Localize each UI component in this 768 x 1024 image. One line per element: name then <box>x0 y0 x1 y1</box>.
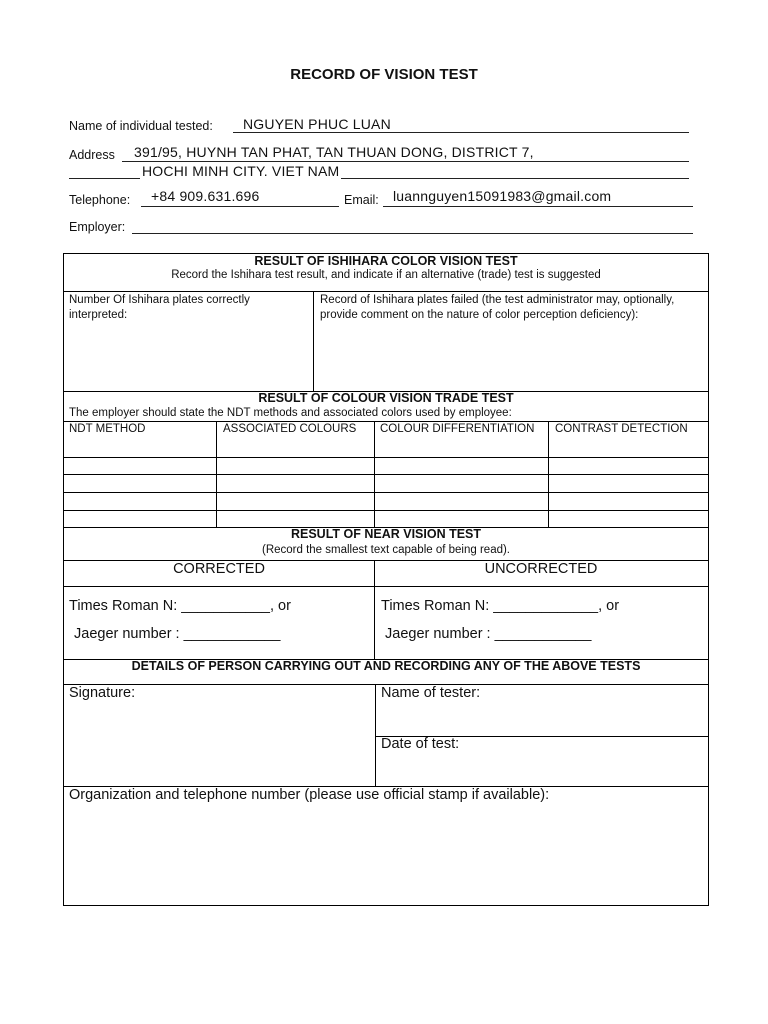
divider <box>63 586 708 587</box>
ishihara-subtitle: Record the Ishihara test result, and indicate if an alternative (trade) test is suggested <box>171 269 601 281</box>
employer-field[interactable] <box>132 233 693 234</box>
organization-label: Organization and telephone number (please use official stamp if available): <box>69 787 550 803</box>
organization-field[interactable] <box>70 808 702 900</box>
address-line1-field[interactable]: 391/95, HUYNH TAN PHAT, TAN THUAN DONG, DISTRICT 7, <box>134 144 534 160</box>
tester-name-label: Name of tester: <box>381 685 481 701</box>
col-header-associated-colours: ASSOCIATED COLOURS <box>223 423 357 435</box>
address-label: Address <box>69 148 115 162</box>
date-label: Date of test: <box>381 736 460 752</box>
trade-title: RESULT OF COLOUR VISION TRADE TEST <box>258 391 514 405</box>
uncorrected-times-roman-field[interactable]: Times Roman N: _____________, or <box>381 598 620 614</box>
trade-subtitle: The employer should state the NDT methods and associated colors used by employee: <box>69 407 512 419</box>
name-label: Name of individual tested: <box>69 119 213 133</box>
near-subtitle: (Record the smallest text capable of being read). <box>261 544 511 556</box>
uncorrected-jaeger-field[interactable]: Jaeger number : ____________ <box>385 626 592 642</box>
address-underline-1 <box>122 161 689 162</box>
signature-label: Signature: <box>69 685 136 701</box>
divider <box>313 291 314 391</box>
col-header-ndt-method: NDT METHOD <box>69 423 146 435</box>
details-title: DETAILS OF PERSON CARRYING OUT AND RECORDING ANY OF THE ABOVE TESTS <box>131 659 641 673</box>
name-field[interactable]: NGUYEN PHUC LUAN <box>243 116 391 132</box>
tester-name-field[interactable] <box>381 704 703 734</box>
col-header-contrast-detection: CONTRAST DETECTION <box>555 423 688 435</box>
col-header-colour-differentiation: COLOUR DIFFERENTIATION <box>380 423 535 435</box>
divider <box>375 684 376 786</box>
name-underline <box>233 132 689 133</box>
corrected-times-roman-field[interactable]: Times Roman N: ___________, or <box>69 598 291 614</box>
telephone-label: Telephone: <box>69 193 131 207</box>
email-label: Email: <box>344 193 379 207</box>
divider <box>63 291 708 292</box>
ishihara-correct-label: Number Of Ishihara plates correctly interpreted: <box>69 294 250 321</box>
ishihara-correct-input[interactable] <box>70 322 306 386</box>
table-row[interactable] <box>64 493 708 510</box>
address-line2-field[interactable]: HOCHI MINH CITY. VIET NAM <box>142 163 340 179</box>
table-row[interactable] <box>64 511 708 527</box>
employer-label: Employer: <box>69 220 126 234</box>
telephone-underline <box>141 206 339 207</box>
corrected-label: CORRECTED <box>173 561 265 577</box>
near-title: RESULT OF NEAR VISION TEST <box>290 527 482 541</box>
signature-field[interactable] <box>70 704 370 782</box>
email-field[interactable]: luannguyen15091983@gmail.com <box>393 188 612 204</box>
uncorrected-label: UNCORRECTED <box>484 561 598 577</box>
page-title: RECORD OF VISION TEST <box>290 66 478 83</box>
table-row[interactable] <box>64 475 708 492</box>
ishihara-title: RESULT OF ISHIHARA COLOR VISION TEST <box>254 254 518 268</box>
date-field[interactable] <box>381 756 703 783</box>
email-underline <box>383 206 693 207</box>
telephone-field[interactable]: +84 909.631.696 <box>151 188 260 204</box>
corrected-jaeger-field[interactable]: Jaeger number : ____________ <box>74 626 281 642</box>
ishihara-failed-label: Record of Ishihara plates failed (the test administrator may, optionally, provide comment on the nature of color perception deficiency): <box>320 294 675 321</box>
ishihara-failed-input[interactable] <box>320 338 702 386</box>
table-row[interactable] <box>64 458 708 474</box>
